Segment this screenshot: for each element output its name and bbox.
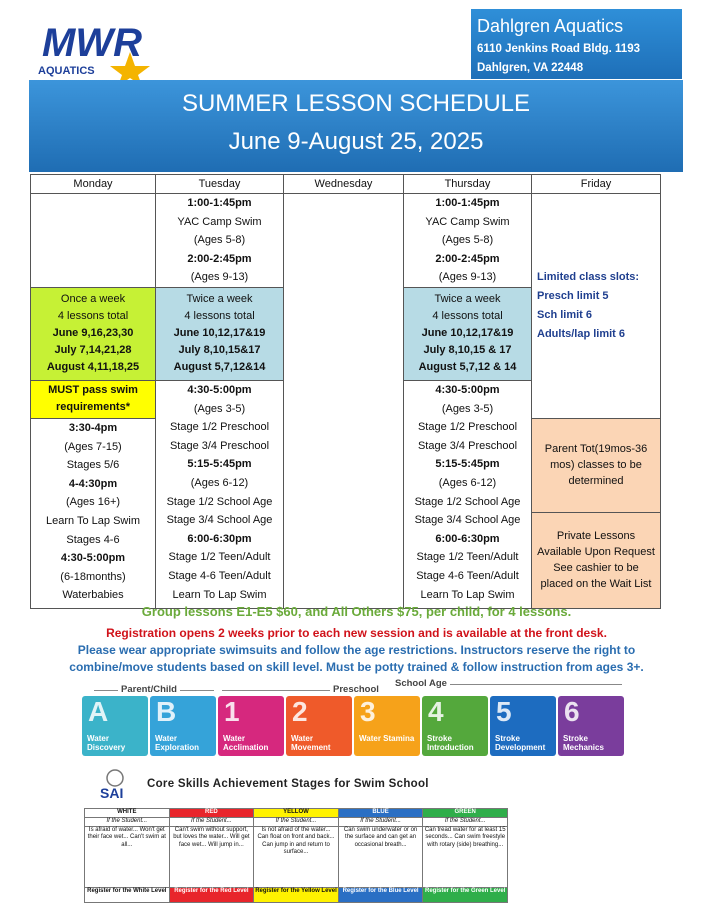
day-header-row	[31, 175, 661, 194]
address-line-2: Dahlgren, VA 22448	[477, 62, 584, 74]
stage-label: Water Movement	[291, 734, 331, 752]
thursday-frequency-cell: Twice a week 4 lessons total June 10,12,17&19 July 8,10,15 & 17 August 5,7,12 & 14	[404, 287, 532, 380]
wednesday-empty-cell	[284, 194, 404, 609]
level-register: Register for the Yellow Level	[254, 887, 339, 902]
thursday-camp-cell: 1:00-1:45pm YAC Camp Swim (Ages 5-8) 2:00-2:45pm (Ages 9-13)	[404, 194, 532, 288]
school-age-label: School Age	[392, 678, 450, 689]
day-header: Friday	[532, 175, 661, 194]
level-header: GREEN	[423, 809, 508, 818]
svg-text:AQUATICS: AQUATICS	[38, 65, 95, 77]
schedule-table	[30, 174, 661, 609]
stage-card	[354, 696, 420, 756]
page-title: SUMMER LESSON SCHEDULE	[181, 90, 531, 117]
monday-requirement-cell: MUST pass swim requirements*	[31, 380, 156, 418]
svg-text:SAI: SAI	[100, 785, 124, 801]
level-description: Is afraid of water... Won't get their face wet... Can't swim at all...	[85, 826, 170, 887]
levels-table	[84, 808, 508, 903]
stage-label: Stroke Introduction	[427, 734, 474, 752]
mwr-aquatics-logo	[38, 14, 158, 86]
level-header: YELLOW	[254, 809, 339, 818]
stage-label: Water Discovery	[87, 734, 126, 752]
day-header: Monday	[31, 175, 156, 194]
day-header: Thursday	[404, 175, 532, 194]
stage-number: 2	[292, 696, 308, 727]
registration-note: Registration opens 2 weeks prior to each new session and is available at the front desk.	[106, 626, 607, 640]
level-register: Register for the White Level	[85, 887, 170, 902]
stage-number: 3	[360, 696, 376, 727]
stage-label: Water Exploration	[155, 734, 200, 752]
title-banner	[29, 80, 683, 172]
combine-note: combine/move students based on skill level. Must be potty trained & follow instruction from ages 3+.	[69, 660, 644, 674]
stage-chart	[82, 678, 632, 762]
stage-card	[490, 696, 556, 756]
level-subheader: If the Student...	[423, 818, 508, 827]
level-subheader: If the Student...	[85, 818, 170, 827]
sai-logo	[92, 768, 138, 802]
sai-title: Core Skills Achievement Stages for Swim School	[147, 778, 429, 790]
address-line-1: 6110 Jenkins Road Bldg. 1193	[477, 43, 640, 55]
level-description: Is not afraid of the water... Can float on front and back... Can jump in and return to surface...	[254, 826, 339, 887]
monday-frequency-cell: Once a week 4 lessons total June 9,16,23,30 July 7,14,21,28 August 4,11,18,25	[31, 287, 156, 380]
stage-card	[422, 696, 488, 756]
friday-private-lessons-cell: Private Lessons Available Upon Request See cashier to be placed on the Wait List	[532, 512, 661, 608]
level-register: Register for the Green Level	[423, 887, 508, 902]
stage-card	[82, 696, 148, 756]
level-register: Register for the Blue Level	[338, 887, 423, 902]
stage-card	[150, 696, 216, 756]
level-subheader: If the Student...	[254, 818, 339, 827]
day-header: Wednesday	[284, 175, 404, 194]
date-range: June 9-August 25, 2025	[228, 128, 484, 155]
monday-lessons-cell: 3:30-4pm (Ages 7-15) Stages 5/6 4-4:30pm (Ages 16+) Learn To Lap Swim Stages 4-6 4:30-5:00pm (6-18months) Waterbabies	[31, 418, 156, 608]
level-subheader: If the Student...	[169, 818, 254, 827]
level-header: WHITE	[85, 809, 170, 818]
stage-number: B	[156, 696, 177, 727]
stage-card	[286, 696, 352, 756]
level-register: Register for the Red Level	[169, 887, 254, 902]
day-header: Tuesday	[156, 175, 284, 194]
level-description: Can't swim without support, but loves the water... Will get face wet... Will jump in...	[169, 826, 254, 887]
friday-parent-tot-cell: Parent Tot(19mos-36 mos) classes to be determined	[532, 418, 661, 512]
stage-card	[218, 696, 284, 756]
stage-label: Water Stamina	[359, 734, 415, 743]
friday-limits-cell: Limited class slots: Presch limit 5 Sch limit 6 Adults/lap limit 6	[532, 194, 661, 419]
tuesday-frequency-cell: Twice a week 4 lessons total June 10,12,17&19 July 8,10,15&17 August 5,7,12&14	[156, 287, 284, 380]
stage-label: Stroke Development	[495, 734, 546, 752]
monday-empty-cell	[31, 194, 156, 288]
stage-number: A	[88, 696, 109, 727]
tuesday-camp-cell: 1:00-1:45pm YAC Camp Swim (Ages 5-8) 2:00-2:45pm (Ages 9-13)	[156, 194, 284, 288]
stage-number: 4	[428, 696, 444, 727]
thursday-lessons-cell: 4:30-5:00pm (Ages 3-5) Stage 1/2 Preschool Stage 3/4 Preschool 5:15-5:45pm (Ages 6-12) Stage 1/2 School Age Stage 3/4 School Age 6:00-6:30pm Stage 1/2 Teen/Adult Stage 4-6 Teen/Adult Learn To Lap Swim	[404, 380, 532, 608]
tuesday-lessons-cell: 4:30-5:00pm (Ages 3-5) Stage 1/2 Preschool Stage 3/4 Preschool 5:15-5:45pm (Ages 6-12) Stage 1/2 School Age Stage 3/4 School Age 6:00-6:30pm Stage 1/2 Teen/Adult Stage 4-6 Teen/Adult Learn To Lap Swim	[156, 380, 284, 608]
level-description: Can tread water for at least 15 seconds... Can swim freestyle with rotary (side) breathing...	[423, 826, 508, 887]
level-description: Can swim underwater or on the surface and can get an occasional breath...	[338, 826, 423, 887]
svg-text:MWR: MWR	[42, 21, 142, 65]
stage-number: 1	[224, 696, 240, 727]
stage-label: Stroke Mechanics	[563, 734, 604, 752]
level-header: BLUE	[338, 809, 423, 818]
preschool-label: Preschool	[330, 684, 382, 695]
address-box	[471, 9, 682, 79]
stage-number: 6	[564, 696, 580, 727]
parent-child-label: Parent/Child	[118, 684, 180, 695]
stage-number: 5	[496, 696, 512, 727]
swimsuit-note: Please wear appropriate swimsuits and follow the age restrictions. Instructors reserve the right to	[77, 643, 636, 657]
price-note: Group lessons E1-E5 $60, and All Others $75, per child, for 4 lessons.	[141, 604, 572, 619]
level-subheader: If the Student...	[338, 818, 423, 827]
stage-card	[558, 696, 624, 756]
facility-name: Dahlgren Aquatics	[477, 16, 624, 36]
stage-label: Water Acclimation	[223, 734, 269, 752]
level-header: RED	[169, 809, 254, 818]
